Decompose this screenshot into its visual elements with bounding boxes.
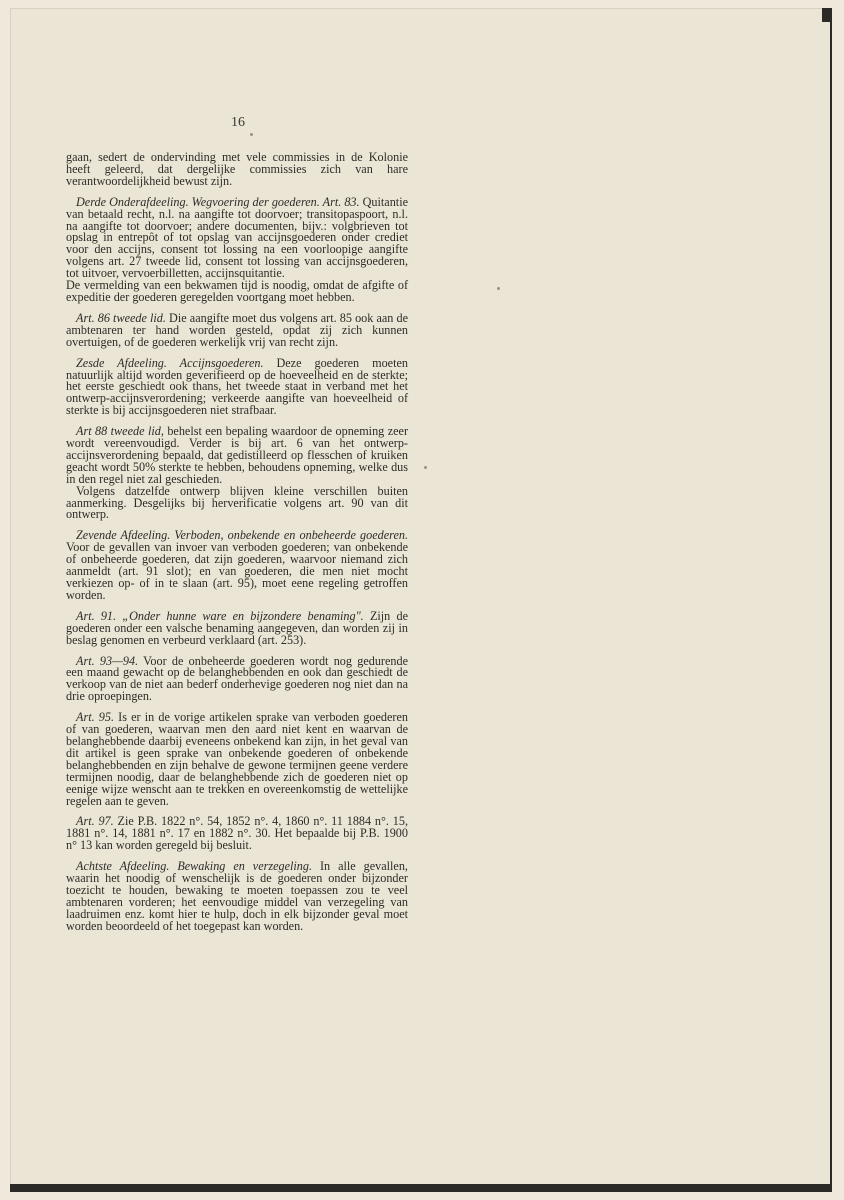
- paragraph: Achtste Afdeeling. Bewaking en verzegeling. In alle gevallen, waarin het noodig of wenschelijk is de goederen onder bijzonder toezicht te houden, bewaking te moeten toepassen zou te veel ambtenaren vorderen; het eenvoudige middel van verzegeling van laadruimen enz. komt hier te hulp, doch in elk bijzonder geval moet worden beoordeeld of het toegepast kan worden.: [66, 859, 408, 933]
- body-text: [66, 152, 408, 942]
- paragraph: Zevende Afdeeling. Verboden, onbekende en onbeheerde goederen. Voor de gevallen van invoer van verboden goederen; van onbekende of onbeheerde goederen, dat zijn goederen, waarvoor niemand zich aanmeldt (art. 91 slot); en van goederen, die men niet mocht verkiezen op- of in te slaan (art. 95), moet eene regeling getroffen worden.: [66, 528, 408, 602]
- paragraph: Derde Onderafdeeling. Wegvoering der goederen. Art. 83. Quitantie van betaald recht, n.l. na aangifte tot doorvoer; transitopaspoort, n.l. na aangifte tot doorvoer; andere documenten, bijv.: volgbrieven tot opslag in entrepôt of tot opslag van accijnsgoederen onder crediet voor den accijns, consent tot lossing na een voorloopige aangifte volgens art. 27 tweede lid, consent tot lossing van accijnsgoederen, tot uitvoer, vervoerbilletten, accijnsquitantie.: [66, 194, 408, 281]
- paragraph: Art. 95. Is er in de vorige artikelen sprake van verboden goederen of van goederen, waarvan men den aard niet kent en waarvan de belanghebbende daarbij eveneens onbekend kan zijn, in het geval van dit artikel is geen sprake van onbekende goederen of onbekende belanghebbenden en zijn behalve de gewone termijnen geene verdere termijnen noodig, daar de belanghebbende zich de goederen niet op eenige wijze wenscht aan te trekken en overeenkomstig de wettelijke regelen aan te geven.: [66, 710, 408, 808]
- paragraph: Zesde Afdeeling. Accijnsgoederen. Deze goederen moeten natuurlijk altijd worden geverifieerd op de hoeveelheid en de sterkte; het eerste geschiedt ook thans, het tweede staat in verband met het ontwerp-accijnsverordening; verkeerde aangifte van hoeveelheid of sterkte is bij accijnsgoederen niet strafbaar.: [66, 355, 408, 418]
- paragraph: Art. 93—94. Voor de onbeheerde goederen wordt nog gedurende een maand gewacht op de belanghebbenden en ook dan geschiedt de verkoop van de niet aan bederf onderhevige goederen nog niet dan na drie oproepingen.: [66, 653, 408, 704]
- paragraph: Volgens datzelfde ontwerp blijven kleine verschillen buiten aanmerking. Desgelijks bij herverificatie volgens art. 90 van dit ontwerp.: [66, 483, 408, 522]
- paragraph: Art 88 tweede lid, behelst een bepaling waardoor de opneming zeer wordt vereenvoudigd. Verder is bij art. 6 van het ontwerp-accijnsverordening bepaald, dat gedistilleerd op flesschen of kruiken geacht wordt 50% sterkte te hebben, behoudens opneming, welke dus in den regel niet zal geschieden.: [66, 424, 408, 486]
- paragraph: Art. 86 tweede lid. Die aangifte moet dus volgens art. 85 ook aan de ambtenaren ter hand worden gesteld, opdat zij zich kunnen overtuigen, of de goederen werkelijk vrij van recht zijn.: [66, 310, 409, 349]
- speck: [497, 287, 500, 290]
- page-number: 16: [231, 115, 245, 130]
- paragraph: Art. 91. „Onder hunne ware en bijzondere benaming". Zijn de goederen onder een valsche benaming aangegeven, dan worden zij in beslag genomen en verbeurd verklaard (art. 253).: [66, 608, 408, 647]
- page-edge-right: [830, 8, 832, 1192]
- speck: [250, 133, 253, 136]
- speck: [424, 466, 427, 469]
- paragraph: gaan, sedert de ondervinding met vele commissies in de Kolonie heeft geleerd, dat dergelijke commissies zich van hare verantwoordelijkheid bewust zijn.: [66, 150, 408, 188]
- paragraph: De vermelding van een bekwamen tijd is noodig, omdat de afgifte of expeditie der goederen geregelden voortgang moet hebben.: [66, 278, 408, 304]
- page-edge-bottom: [10, 1184, 832, 1192]
- paragraph: Art. 97. Zie P.B. 1822 n°. 54, 1852 n°. 4, 1860 n°. 11 1884 n°. 15, 1881 n°. 14, 1881 n°. 17 en 1882 n°. 30. Het bepaalde bij P.B. 1900 n° 13 kan worden geregeld bij besluit.: [66, 814, 408, 853]
